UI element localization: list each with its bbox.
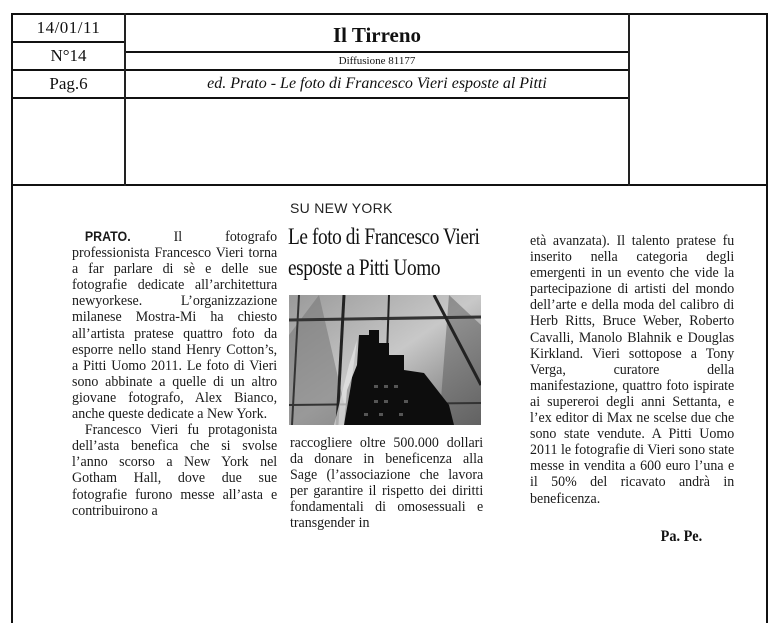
issue-number-cell: N°14 xyxy=(50,46,87,65)
author-signature: Pa. Pe. xyxy=(660,528,702,545)
article-kicker: SU NEW YORK xyxy=(290,200,393,216)
page-cell: Pag.6 xyxy=(49,74,88,93)
article-paragraph: raccogliere oltre 500.000 dollari da donare in beneficenza alla Sage (l’associazione che lavora per garantire il rispetto dei diritti fondamentali di omosessuali e transgender in xyxy=(290,434,484,532)
article-paragraph: Francesco Vieri fu protagonista dell’asta benefica che si svolse l’anno scorso a New York nel Gotham Hall, dove due sue fotografie furono messe all’asta e contribuirono a xyxy=(72,421,278,519)
skyscraper-photo-icon xyxy=(289,295,481,425)
article-paragraph: età avanzata). Il talento pratese fu inserito nella categoria degli emergenti in un evento che vide la partecipazione di artisti del mondo dell’arte e della moda del calibro di Herb Ritts, Bruce Weber, Roberto Cavalli, Manolo Blahnik e Douglas Kirkland. Vieri sottopose a Tony Verga, curatore della manifestazione, quattro foto ispirate ai supereroi degli anni Settanta, e l’ex editor di Max ne scelse due che sono state vendute. A Pitti Uomo 2011 le fotografie di Vieri sono state messe in vendita a 600 euro l’una e il 50% del ricavato andrà in beneficenza. xyxy=(530,232,735,507)
divider xyxy=(628,13,630,186)
newspaper-title: Il Tirreno xyxy=(332,22,422,47)
date-cell: 14/01/11 xyxy=(36,18,101,37)
article-column-3 xyxy=(530,233,734,507)
article-headline: Le foto di Francesco Vieri esposte a Pitti Uomo xyxy=(288,224,480,280)
divider xyxy=(13,184,768,186)
article-paragraph: PRATO. Il fotografo professionista Francesco Vieri torna a far parlare di sè e delle sue fotografie dedicate all’architettura newyorkese. L’organizzazione milanese Mostra-Mi ha chiesto all’artista pratese quattro foto da esporre nello stand Henry Cotton’s, a Pitti Uomo 2011. Le foto di Vieri sono abbinate a quelle di un altro giovane fotografo, Alex Bianco, anche queste dedicate a New York. xyxy=(72,228,278,423)
clipping-subject: ed. Prato - Le foto di Francesco Vieri esposte al Pitti xyxy=(207,75,547,92)
article-column-2 xyxy=(290,435,483,532)
divider xyxy=(13,97,628,99)
article-column-1 xyxy=(72,229,277,519)
article-clipping xyxy=(60,195,735,555)
article-photo xyxy=(289,295,481,425)
circulation-label: Diffusione 81177 xyxy=(338,55,416,67)
dateline: PRATO. xyxy=(84,229,131,244)
